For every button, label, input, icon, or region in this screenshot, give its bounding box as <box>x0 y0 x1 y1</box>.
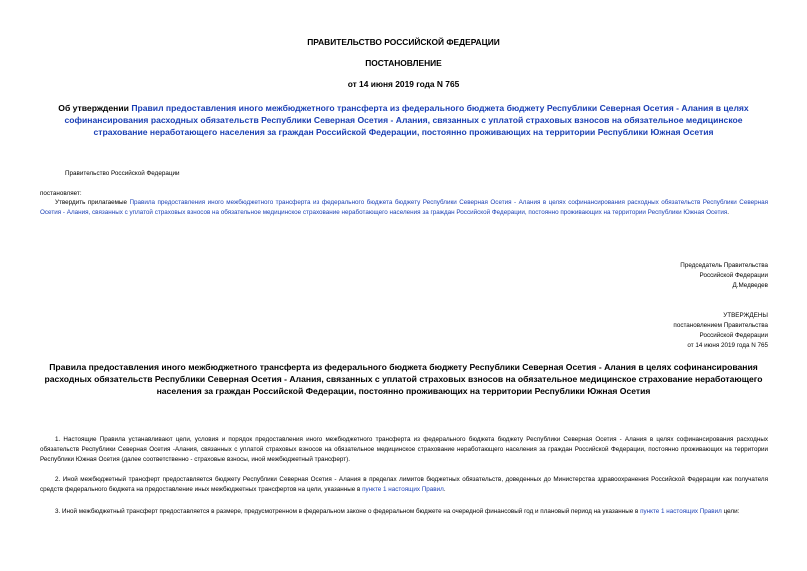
approved-by: постановлением Правительства <box>673 322 768 329</box>
approved-label: УТВЕРЖДЕНЫ <box>723 312 768 319</box>
point-2-end: . <box>443 486 446 494</box>
signature-block <box>680 261 768 291</box>
document-title <box>40 102 767 138</box>
point-3-end: цели: <box>721 508 740 515</box>
point-3-link[interactable]: пункте 1 настоящих Правил <box>640 508 722 515</box>
government-heading: ПРАВИТЕЛЬСТВО РОССИЙСКОЙ ФЕДЕРАЦИИ <box>307 37 500 47</box>
title-prefix: Об утверждении <box>58 103 132 113</box>
approve-rules-link[interactable]: Правила предоставления иного межбюджетного трансферта из федерального бюджета бюджету Республики Северная Осетия - Алания в целях софинансирования расходных обязательств Республики Северная Осетия - Алания, связанных с уплатой страховых взносов на обязательное медицинское страхование неработающего населения за граждан Российской Федерации, постоянно проживающих на территории Республики Южная Осетия <box>40 199 768 217</box>
signature-name: Д.Медведев <box>732 282 768 289</box>
approve-suffix: . <box>727 209 730 217</box>
approve-prefix: Утвердить прилагаемые <box>55 199 130 206</box>
approval-stamp <box>673 311 768 351</box>
document-type: ПОСТАНОВЛЕНИЕ <box>365 58 442 68</box>
document-date-number: от 14 июня 2019 года N 765 <box>347 79 460 89</box>
point-3-text: 3. Иной межбюджетный трансферт предоставляется в размере, предусмотренном в федеральном законе о федеральном бюджете на очередной финансовый год и плановый период на указанные в <box>55 508 641 515</box>
approve-paragraph <box>40 198 768 218</box>
resolves-text: постановляет: <box>40 190 82 197</box>
point-3 <box>40 507 768 517</box>
point-2 <box>40 475 768 495</box>
approved-date: от 14 июня 2019 года N 765 <box>687 342 768 349</box>
point-1: 1. Настоящие Правила устанавливают цели, условия и порядок предоставления иного межбюджетного трансферта из федерального бюджета бюджету Республики Северная Осетия - Алания в целях софинансирования расходных обязательств Республики Северная Осетия -Алания, связанных с уплатой страховых взносов на обязательное медицинское страхование неработающего населения за граждан Российской Федерации, постоянно проживающих на территории Республики Южная Осетия (далее соответственно - страховые взносы, иной межбюджетный трансферт). <box>40 436 768 464</box>
authority-text: Правительство Российской Федерации <box>65 170 180 177</box>
point-2-text: 2. Иной межбюджетный трансферт предоставляется бюджету Республики Северная Осетия - Алания в пределах лимитов бюджетных обязательств, доведенных до Министерства здравоохранения Российской Федерации как получателя средств федерального бюджета на предоставление иных межбюджетных трансфертов на цели, указанные в <box>40 476 768 494</box>
signature-position: Председатель Правительства <box>680 262 768 269</box>
signature-country: Российской Федерации <box>699 272 768 279</box>
rules-title: Правила предоставления иного межбюджетного трансферта из федерального бюджета бюджету Республики Северная Осетия - Алания в целях софинансирования расходных обязательств Республики Северная Осетия - Алания, связанных с уплатой страховых взносов на обязательное медицинское страхование неработающего населения за граждан Российской Федерации, постоянно проживающих на территории Республики Южная Осетия <box>44 362 763 396</box>
point-2-link[interactable]: пункте 1 настоящих Правил <box>362 486 444 494</box>
title-rules-link[interactable]: Правил предоставления иного межбюджетного трансферта из федерального бюджета бюджету Республики Северная Осетия - Алания в целях софинансирования расходных обязательств Республики Северная Осетия - Алания, связанных с уплатой страховых взносов на обязательное медицинское страхование неработающего населения за граждан Российской Федерации, постоянно проживающих на территории Республики Южная Осетия <box>64 103 749 137</box>
approved-country: Российской Федерации <box>699 332 768 339</box>
